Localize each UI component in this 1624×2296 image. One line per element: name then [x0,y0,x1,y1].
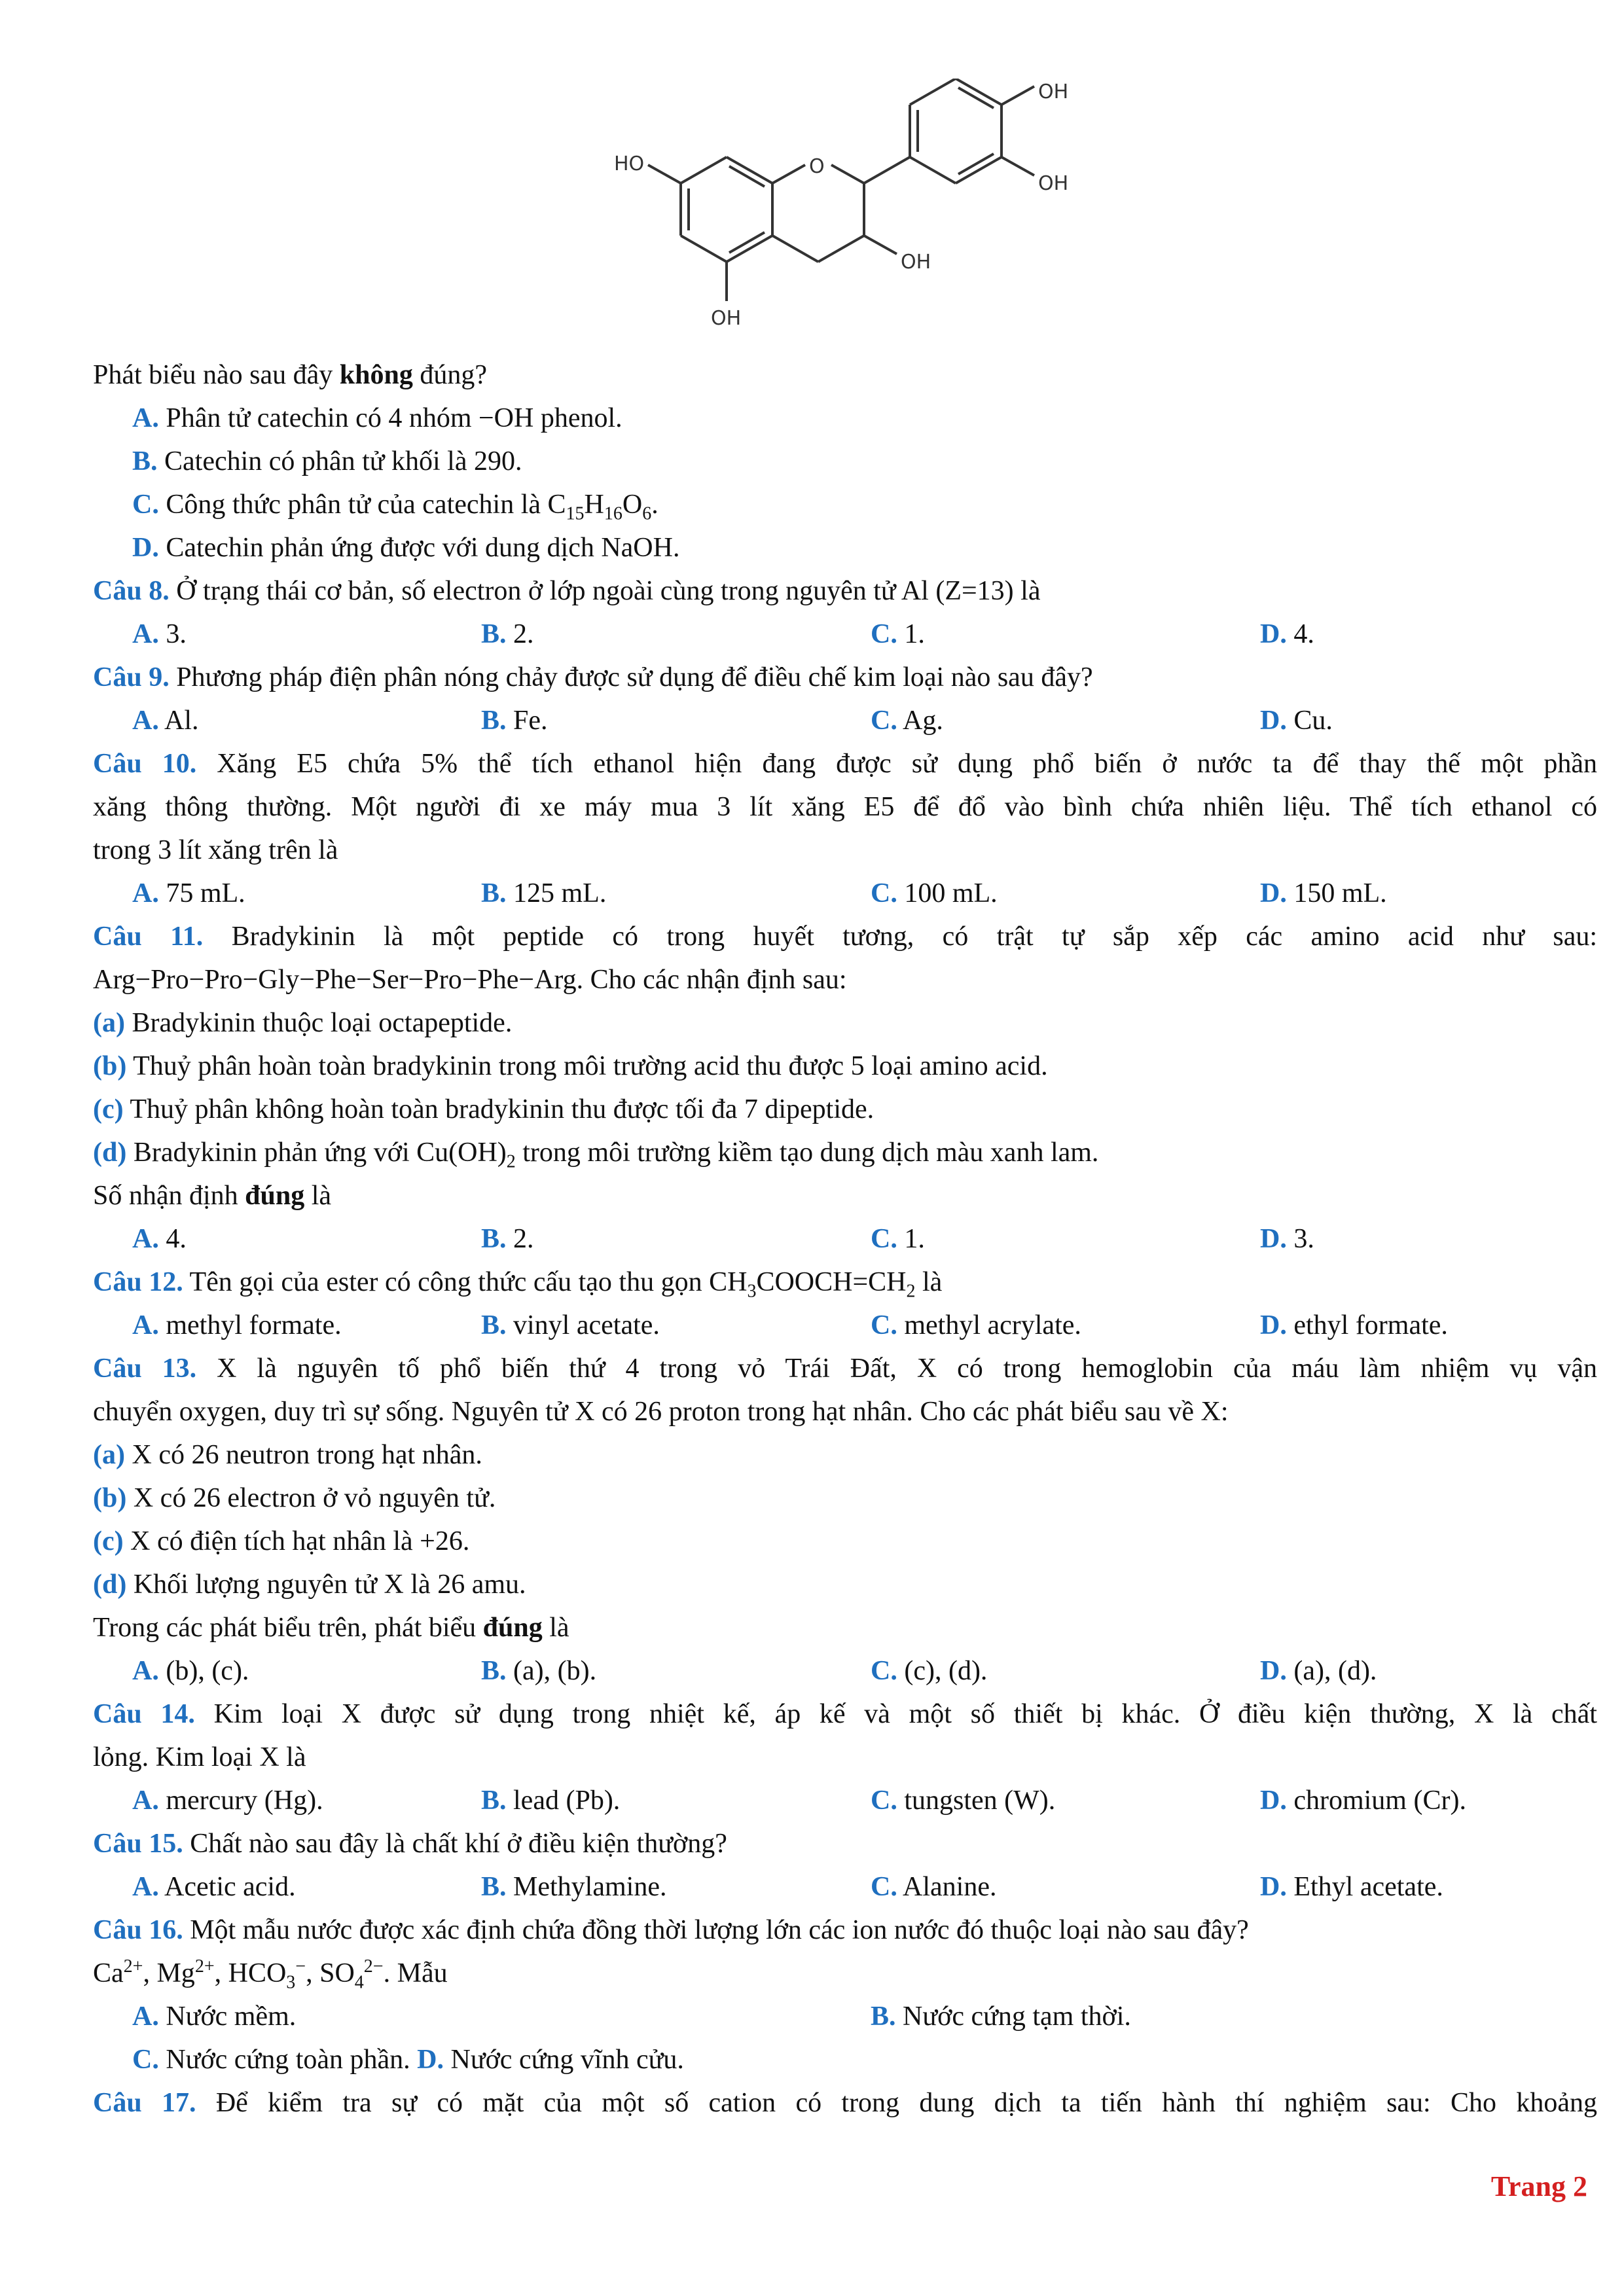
q7-option-d: D. Catechin phản ứng được với dung dịch NaOH. [132,533,680,563]
q8-option-a: A. 3. [132,619,187,649]
q11-option-b: B. 2. [481,1224,534,1254]
ho-label: HO [614,152,645,175]
q17-line-1: Câu 17. Để kiểm tra sự có mặt của một số cation có trong dung dịch ta tiến hành thí nghiệm sau: Cho khoảng [93,2088,1597,2118]
q13-option-b: B. (a), (b). [481,1656,597,1686]
q11-line-1: Câu 11. Bradykinin là một peptide có trong huyết tương, có trật tự sắp xếp các amino acid như sau: [93,922,1597,952]
oh-label-right: OH [1038,172,1069,195]
q14-option-b: B. lead (Pb). [481,1785,621,1816]
q16-option-d: D. [417,2045,444,2075]
q7-stem: Phát biểu nào sau đây không đúng? [93,360,487,390]
oh-label-ring: OH [901,251,931,274]
q12-option-c: C. methyl acrylate. [871,1310,1081,1340]
q11-option-a: A. 4. [132,1224,187,1254]
q10-line-2: xăng thông thường. Một người đi xe máy mua 3 lít xăng E5 để đổ vào bình chứa nhiên liệu. Thể tích ethanol có [93,792,1597,822]
q9-option-d: D. Cu. [1260,706,1333,736]
q11-statement-c: (c) Thuỷ phân không hoàn toàn bradykinin thu được tối đa 7 dipeptide. [93,1094,875,1124]
q11-statement-b: (b) Thuỷ phân hoàn toàn bradykinin trong môi trường acid thu được 5 loại amino acid. [93,1051,1048,1081]
q8-stem: Câu 8. Ở trạng thái cơ bản, số electron ở lớp ngoài cùng trong nguyên tử Al (Z=13) là [93,576,1041,606]
q10-option-d: D. 150 mL. [1260,878,1387,908]
q16-option-c: C. Nước cứng toàn phần. D. Nước cứng vĩnh cửu. [132,2045,684,2075]
q10-option-a: A. 75 mL. [132,878,245,908]
q11-line-2: Arg−Pro−Pro−Gly−Phe−Ser−Pro−Phe−Arg. Cho các nhận định sau: [93,965,847,995]
q8-option-c: C. 1. [871,619,925,649]
q11-option-d: D. 3. [1260,1224,1314,1254]
q14-option-d: D. chromium (Cr). [1260,1785,1466,1816]
q7-option-c: C. Công thức phân tử của catechin là $C_{15}H_{16}O_6$. [132,490,659,524]
q9-stem: Câu 9. Phương pháp điện phân nóng chảy được sử dụng để điều chế kim loại nào sau đây? [93,662,1093,692]
q15-option-d: D. Ethyl acetate. [1260,1872,1443,1902]
q10-option-c: C. 100 mL. [871,878,998,908]
q8-option-b: B. 2. [481,619,534,649]
q13-line-2: chuyển oxygen, duy trì sự sống. Nguyên tử X có 26 proton trong hạt nhân. Cho các phát biểu sau về X: [93,1397,1229,1427]
q14-option-c: C. tungsten (W). [871,1785,1056,1816]
q16-ions: $Ca^{2+}$, $Mg^{2+}$, $HCO_3^-$, $SO_4^{2-}$. Mẫu [93,1956,448,1993]
q13-ask: Trong các phát biểu trên, phát biểu đúng là [93,1613,569,1643]
oh-label-bottom: OH [711,307,742,330]
q16-option-b: B. Nước cứng tạm thời. [871,2001,1131,2032]
q12-option-a: A. methyl formate. [132,1310,342,1340]
q8-option-d: D. 4. [1260,619,1314,649]
q15-stem: Câu 15. Chất nào sau đây là chất khí ở điều kiện thường? [93,1829,727,1859]
page-number: Trang 2 [1490,2170,1587,2202]
q10-line-3: trong 3 lít xăng trên là [93,835,338,865]
catechin-structure [589,79,1113,373]
q13-line-1: Câu 13. X là nguyên tố phổ biến thứ 4 trong vỏ Trái Đất, X có trong hemoglobin của máu làm nhiệm vụ vận [93,1354,1597,1384]
q13-statement-c: (c) X có điện tích hạt nhân là +26. [93,1526,470,1556]
q10-option-b: B. 125 mL. [481,878,607,908]
q13-statement-a: (a) X có 26 neutron trong hạt nhân. [93,1440,482,1470]
q13-option-c: C. (c), (d). [871,1656,988,1686]
q13-statement-d: (d) Khối lượng nguyên tử X là 26 amu. [93,1570,526,1600]
ring-oxygen-label: O [809,155,825,178]
q15-option-c: C. Alanine. [871,1872,997,1902]
q9-option-b: B. Fe. [481,706,548,736]
q16-stem: Câu 16. Một mẫu nước được xác định chứa đồng thời lượng lớn các ion nước đó thuộc loại nào sau đây? [93,1915,1249,1945]
q12-option-b: B. vinyl acetate. [481,1310,660,1340]
q11-option-c: C. 1. [871,1224,925,1254]
q14-line-1: Câu 14. Kim loại X được sử dụng trong nhiệt kế, áp kế và một số thiết bị khác. Ở điều kiện thường, X là chất [93,1699,1597,1729]
q15-option-b: B. Methylamine. [481,1872,667,1902]
q14-option-a: A. mercury (Hg). [132,1785,323,1816]
q7-option-a: A. Phân tử catechin có 4 nhóm −OH phenol. [132,403,623,433]
q11-ask: Số nhận định đúng là [93,1181,332,1211]
oh-label-top: OH [1038,81,1069,103]
q11-statement-a: (a) Bradykinin thuộc loại octapeptide. [93,1008,513,1038]
q13-option-d: D. (a), (d). [1260,1656,1377,1686]
q13-statement-b: (b) X có 26 electron ở vỏ nguyên tử. [93,1483,496,1513]
q9-option-a: A. Al. [132,706,199,736]
q7-option-b: B. Catechin có phân tử khối là 290. [132,446,522,476]
q15-option-a: A. Acetic acid. [132,1872,296,1902]
q9-option-c: C. Ag. [871,706,943,736]
q14-line-2: lỏng. Kim loại X là [93,1742,306,1772]
q12-option-d: D. ethyl formate. [1260,1310,1448,1340]
q11-statement-d: (d) Bradykinin phản ứng với $Cu(OH)_2$ trong môi trường kiềm tạo dung dịch màu xanh lam. [93,1138,1099,1172]
q10-line-1: Câu 10. Xăng E5 chứa 5% thể tích ethanol hiện đang được sử dụng phổ biến ở nước ta để thay thế một phần [93,749,1598,779]
q13-option-a: A. (b), (c). [132,1656,249,1686]
q16-option-a: A. Nước mềm. [132,2001,297,2032]
q12-stem: Câu 12. Tên gọi của ester có công thức cấu tạo thu gọn $CH_3COOCH=CH_2$ là [93,1267,943,1302]
